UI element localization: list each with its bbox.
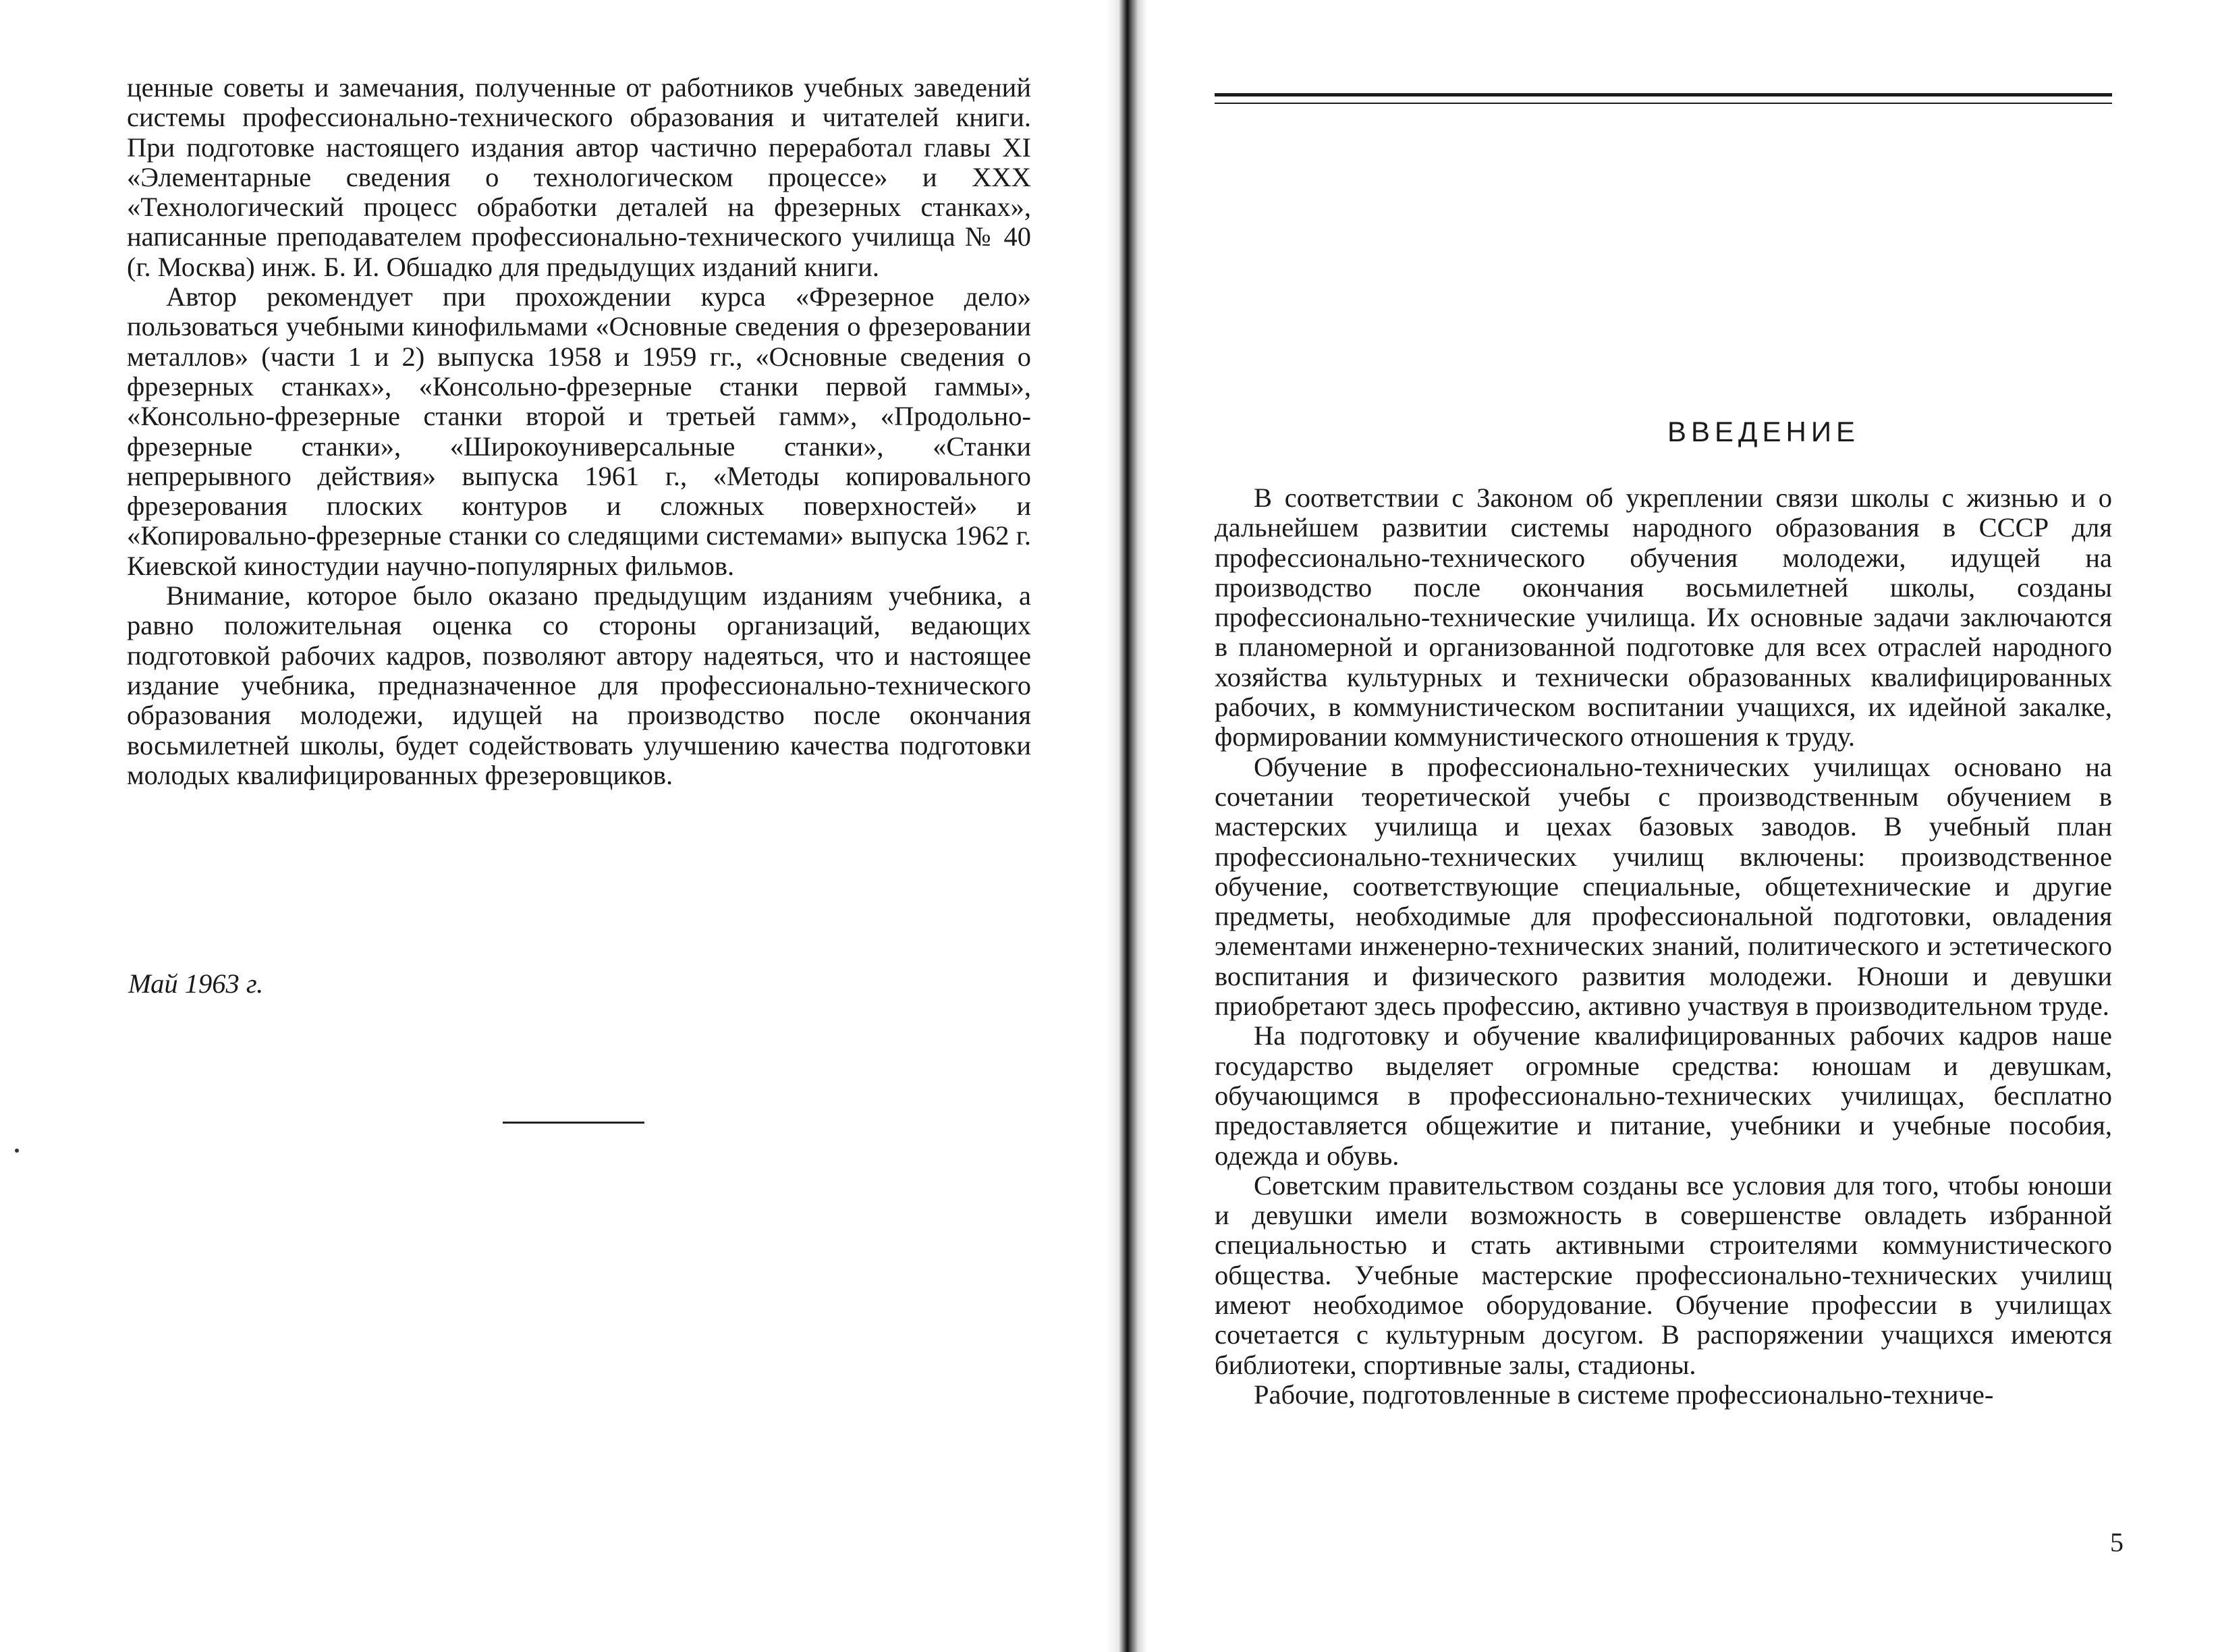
paragraph: Обучение в профессионально-технических училищах основано на сочетании теоретической учебы с производственным обучением в мастерских училища и цехах базовых заводов. В учебный план профессионально-технических училищ включены: производственное обучение, соответствующие специальные, общетехнические и другие предметы, необходимые для профессиональной подготовки, овладения элементами инженерно-технических знаний, политического и эстетического воспитания и физического развития молодежи. Юноши и девушки приобретают здесь профессию, активно участвуя в производительном труде.	[1215, 751, 2112, 1022]
left-page	[0, 0, 1107, 1652]
right-page-text	[1215, 483, 2112, 1410]
paragraph: Внимание, которое было оказано предыдущим изданиям учебника, а равно положительная оценка со стороны организаций, ведающих подготовкой рабочих кадров, позволяют автору надеяться, что и настоящее издание учебника, предназначенное для профессионально-технического образования молодежи, идущей на производство после окончания восьмилетней школы, будет содействовать улучшению качества подготовки молодых квалифицированных фрезеровщиков.	[127, 580, 1031, 790]
right-page	[1107, 0, 2218, 1652]
paragraph: Автор рекомендует при прохождении курса «Фрезерное дело» пользоваться учебными кинофильмами «Основные сведения о фрезеровании металлов» (части 1 и 2) выпуска 1958 и 1959 гг., «Основные сведения о фрезерных станках», «Консольно-фрезерные станки первой гаммы», «Консольно-фрезерные станки второй и третьей гамм», «Продольно-фрезерные станки», «Широкоуниверсальные станки», «Станки непрерывного действия» выпуска 1961 г., «Методы копировального фрезерования плоских контуров и сложных поверхностей» и «Копировально-фрезерные станки со следящими системами» выпуска 1962 г. Киевской киностудии научно-популярных фильмов.	[127, 281, 1031, 581]
chapter-heading: ВВЕДЕНИЕ	[1667, 416, 1860, 447]
left-page-text	[127, 73, 1031, 790]
date-signature: Май 1963 г.	[128, 968, 264, 999]
header-double-rule	[1215, 93, 2112, 104]
paragraph: В соответствии с Законом об укреплении связи школы с жизнью и о дальнейшем развитии системы народного образования в СССР для профессионально-технического обучения молодежи, идущей на производство после окончания восьмилетней школы, созданы профессионально-технические училища. Их основные задачи заключаются в планомерной и организованной подготовке для всех отраслей народного хозяйства культурных и технически образованных квалифицированных рабочих, в коммунистическом воспитании учащихся, их идейной закалке, формировании коммунистического отношения к труду.	[1215, 483, 2112, 752]
paragraph: На подготовку и обучение квалифицированных рабочих кадров наше государство выделяет огромные средства: юношам и девушкам, обучающимся в профессионально-технических училищах, бесплатно предоставляется общежитие и питание, учебники и учебные пособия, одежда и обувь.	[1215, 1020, 2112, 1171]
scan-speck	[15, 1149, 19, 1153]
page-number: 5	[2110, 1527, 2124, 1558]
paragraph: Советским правительством созданы все условия для того, чтобы юноши и девушки имели возможность в совершенстве овладеть избранной специальностью и стать активными строителями коммунистического общества. Учебные мастерские профессионально-технических училищ имеют необходимое оборудование. Обучение профессии в училищах сочетается с культурным досугом. В распоряжении учащихся имеются библиотеки, спортивные залы, стадионы.	[1215, 1169, 2112, 1380]
paragraph: ценные советы и замечания, полученные от работников учебных заведений системы профессионально-технического образования и читателей книги. При подготовке настоящего издания автор частично переработал главы XI «Элементарные сведения о технологическом процессе» и XXX «Технологический процесс обработки деталей на фрезерных станках», написанные преподавателем профессионально-технического училища № 40 (г. Москва) инж. Б. И. Обшадко для предыдущих изданий книги.	[127, 72, 1031, 282]
end-rule	[503, 1122, 644, 1124]
paragraph: Рабочие, подготовленные в системе профессионально-техниче-	[1254, 1379, 1994, 1410]
